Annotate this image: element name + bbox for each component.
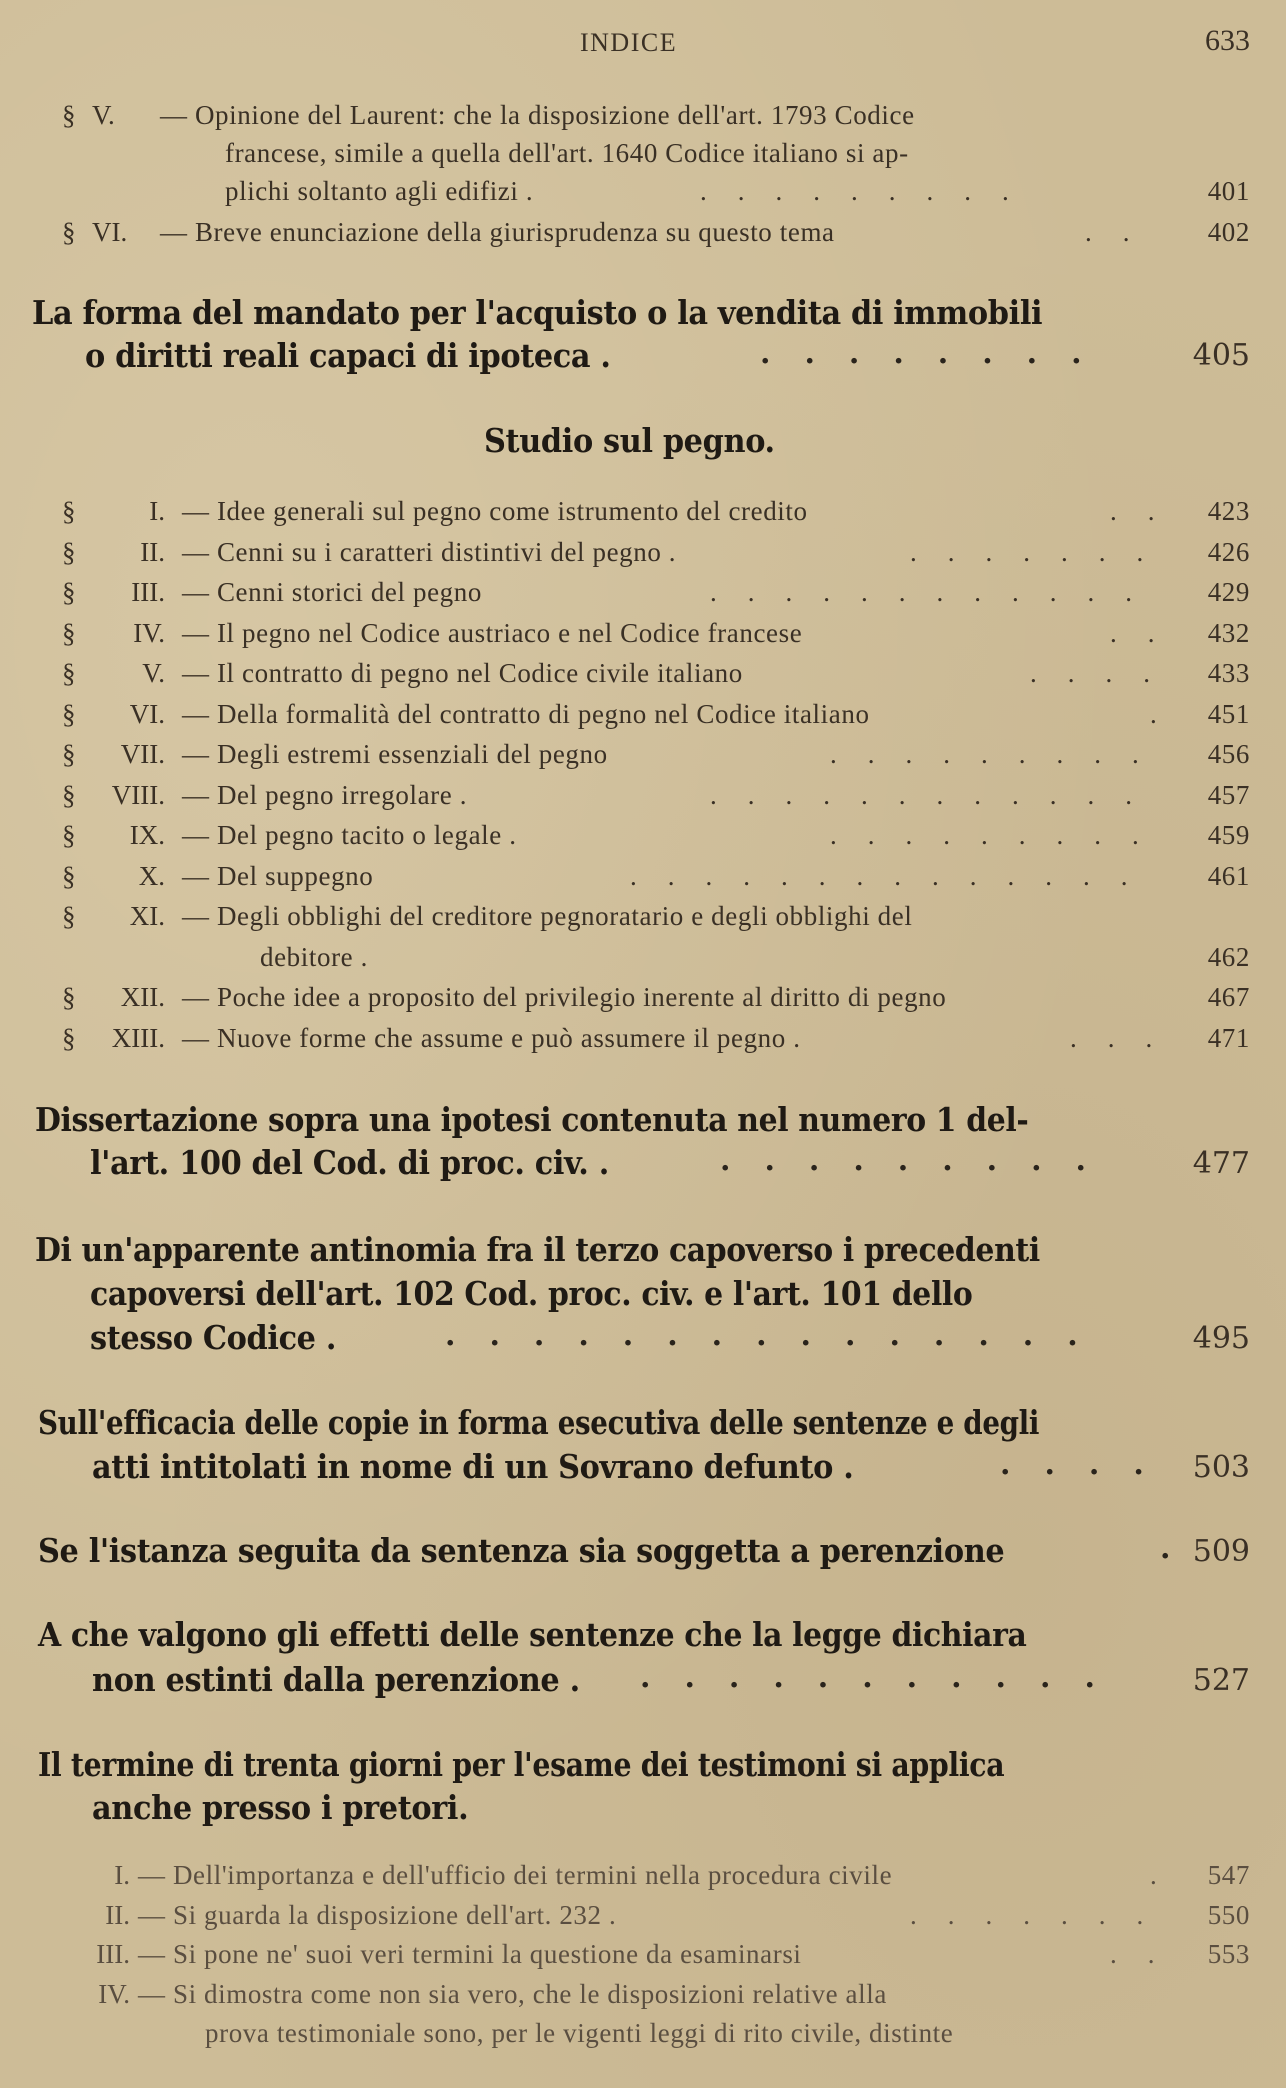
- section-mark: §: [62, 217, 76, 247]
- page-ref: 423: [1207, 496, 1250, 526]
- page-ref: 456: [1207, 739, 1250, 769]
- page-ref: 402: [1207, 217, 1250, 247]
- roman-numeral: III.: [131, 577, 165, 607]
- entry-text: — Opinione del Laurent: che la disposizione dell'art. 1793 Codice: [160, 100, 915, 130]
- entry-title: Sull'efficacia delle copie in forma esecutiva delle sentenze e degli: [38, 1403, 1040, 1442]
- leader-dots: ..............: [630, 860, 1159, 891]
- page-ref: 527: [1192, 1663, 1250, 1698]
- page-ref: 467: [1207, 982, 1250, 1012]
- roman-numeral: II.: [140, 536, 165, 567]
- entry-text: — Il pegno nel Codice austriaco e nel Codice francese: [182, 617, 803, 648]
- roman-numeral: XII.: [120, 982, 165, 1012]
- leader-dots: ..: [1085, 217, 1161, 247]
- section-mark: §: [62, 496, 76, 526]
- entry-text: — Cenni storici del pegno: [182, 577, 482, 607]
- entry-text: — Nuove forme che assume e può assumere il pegno .: [182, 1022, 801, 1053]
- section-mark: §: [62, 820, 76, 850]
- roman-numeral: IV.: [133, 617, 165, 648]
- entry-title: l'art. 100 del Cod. di proc. civ. .: [90, 1143, 609, 1182]
- page-ref: 509: [1192, 1534, 1250, 1569]
- roman-numeral: VI.: [129, 698, 165, 729]
- leader-dots: ...........: [640, 1660, 1129, 1695]
- roman-numeral: X.: [138, 860, 165, 891]
- leader-dots: ............: [710, 577, 1163, 607]
- entry-text: — Si dimostra come non sia vero, che le disposizioni relative alla: [138, 1978, 887, 2009]
- leader-dots: .: [1150, 1860, 1188, 1890]
- section-mark: §: [62, 100, 76, 130]
- page-ref: 495: [1192, 1321, 1250, 1356]
- section-mark: §: [62, 1022, 76, 1053]
- page-number: 633: [1205, 24, 1250, 57]
- section-mark: §: [62, 698, 76, 729]
- page-ref: 401: [1207, 176, 1250, 206]
- page-ref: 426: [1207, 536, 1250, 567]
- page-ref: 503: [1192, 1450, 1250, 1485]
- page-ref: 471: [1207, 1022, 1250, 1053]
- entry-text: — Degli estremi essenziali del pegno: [182, 739, 608, 769]
- section-mark: §: [62, 658, 76, 688]
- leader-dots: .: [1160, 1531, 1205, 1566]
- roman-numeral: V.: [142, 658, 165, 688]
- entry-text: — Dell'importanza e dell'ufficio dei termini nella procedura civile: [138, 1860, 893, 1890]
- entry-text: — Idee generali sul pegno come istrumento del credito: [182, 496, 808, 526]
- section-mark: §: [62, 739, 76, 769]
- roman-numeral: I.: [114, 1860, 130, 1890]
- entry-title: A che valgono gli effetti delle sentenze che la legge dichiara: [38, 1615, 1027, 1654]
- entry-text-continuation: prova testimoniale sono, per le vigenti leggi di rito civile, distinte: [205, 2018, 954, 2048]
- leader-dots: ..: [1110, 1939, 1186, 1969]
- page-ref: 405: [1192, 338, 1250, 373]
- leader-dots: ...............: [445, 1318, 1112, 1353]
- leader-dots: .........: [830, 739, 1170, 769]
- section-mark: §: [62, 536, 76, 567]
- entry-text: francese, simile a quella dell'art. 1640 Codice italiano si ap-: [225, 138, 909, 168]
- leader-dots: .......: [910, 536, 1175, 567]
- entry-text: — Della formalità del contratto di pegno nel Codice italiano: [182, 698, 870, 729]
- roman-numeral: V.: [92, 100, 115, 130]
- entry-text: — Si guarda la disposizione dell'art. 232 .: [138, 1899, 617, 1930]
- roman-numeral: III.: [96, 1939, 130, 1969]
- entry-title: non estinti dalla perenzione .: [92, 1660, 580, 1699]
- entry-text: plichi soltanto agli edifizi .: [225, 176, 534, 206]
- page-ref: 553: [1207, 1939, 1250, 1969]
- leader-dots: ...: [1070, 1022, 1184, 1053]
- leader-dots: .........: [830, 820, 1170, 850]
- section-mark: §: [62, 982, 76, 1012]
- leader-dots: ..: [1110, 617, 1186, 648]
- page-ref: 462: [1207, 941, 1250, 972]
- roman-numeral: VIII.: [111, 779, 165, 810]
- entry-title: La forma del mandato per l'acquisto o la vendita di immobili: [32, 293, 1043, 332]
- roman-numeral: I.: [149, 496, 165, 526]
- page-ref: 461: [1207, 860, 1250, 891]
- entry-text: — Degli obblighi del creditore pegnoratario e degli obblighi del: [182, 901, 913, 931]
- section-heading: Studio sul pegno.: [484, 421, 775, 460]
- roman-numeral: II.: [105, 1899, 130, 1930]
- roman-numeral: XI.: [129, 901, 165, 931]
- entry-title: Il termine di trenta giorni per l'esame dei testimoni si applica: [38, 1745, 1005, 1784]
- leader-dots: .......: [910, 1899, 1175, 1930]
- entry-text-continuation: debitore .: [260, 941, 368, 972]
- section-mark: §: [62, 779, 76, 810]
- entry-text: — Cenni su i caratteri distintivi del pegno .: [182, 536, 677, 567]
- leader-dots: .........: [720, 1143, 1120, 1178]
- roman-numeral: IV.: [98, 1978, 130, 2009]
- section-mark: §: [62, 577, 76, 607]
- page-ref: 429: [1207, 577, 1250, 607]
- running-header: INDICE: [580, 28, 678, 57]
- entry-text: — Si pone ne' suoi veri termini la questione da esaminarsi: [138, 1939, 802, 1969]
- section-mark: §: [62, 901, 76, 931]
- page-ref: 451: [1207, 698, 1250, 729]
- page-ref: 459: [1207, 820, 1250, 850]
- page-ref: 547: [1207, 1860, 1250, 1890]
- entry-text: — Breve enunciazione della giurisprudenza su questo tema: [160, 217, 835, 247]
- page-ref: 432: [1207, 617, 1250, 648]
- section-mark: §: [62, 860, 76, 891]
- entry-title: anche presso i pretori.: [92, 1788, 469, 1827]
- roman-numeral: IX.: [129, 820, 165, 850]
- roman-numeral: VII.: [120, 739, 165, 769]
- entry-title: o diritti reali capaci di ipoteca .: [85, 336, 611, 375]
- leader-dots: ..: [1110, 496, 1186, 526]
- section-mark: §: [62, 617, 76, 648]
- entry-title: Di un'apparente antinomia fra il terzo capoverso i precedenti: [35, 1230, 1040, 1269]
- page-ref: 550: [1207, 1899, 1250, 1930]
- entry-text: — Del pegno irregolare .: [182, 779, 468, 810]
- entry-title: capoversi dell'art. 102 Cod. proc. civ. e l'art. 101 dello: [90, 1274, 973, 1313]
- leader-dots: ....: [1030, 658, 1181, 688]
- leader-dots: ........: [760, 336, 1116, 371]
- entry-title: Se l'istanza seguita da sentenza sia soggetta a perenzione: [38, 1531, 1005, 1570]
- leader-dots: .: [1150, 698, 1188, 729]
- leader-dots: ............: [710, 779, 1163, 810]
- roman-numeral: VI.: [92, 217, 128, 247]
- entry-text: — Poche idee a proposito del privilegio inerente al diritto di pegno: [182, 982, 947, 1012]
- page-ref: 457: [1207, 779, 1250, 810]
- page-ref: 477: [1192, 1146, 1250, 1181]
- entry-text: — Del suppegno: [182, 860, 374, 891]
- entry-title: atti intitolati in nome di un Sovrano defunto .: [92, 1447, 854, 1486]
- entry-title: stesso Codice .: [90, 1318, 337, 1357]
- roman-numeral: XIII.: [111, 1022, 165, 1053]
- entry-title: Dissertazione sopra una ipotesi contenuta nel numero 1 del-: [35, 1100, 1029, 1139]
- leader-dots: ....: [1000, 1447, 1178, 1482]
- entry-text: — Del pegno tacito o legale .: [182, 820, 517, 850]
- entry-text: — Il contratto di pegno nel Codice civile italiano: [182, 658, 743, 688]
- leader-dots: .........: [700, 176, 1040, 206]
- page-ref: 433: [1207, 658, 1250, 688]
